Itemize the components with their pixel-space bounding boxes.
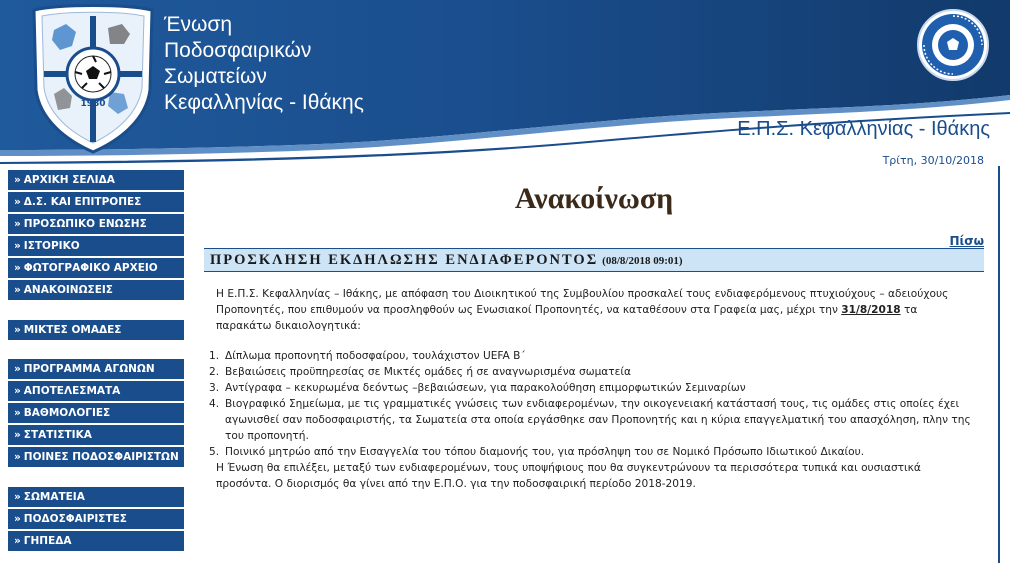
logo-year: 1980 [80, 99, 106, 109]
sidebar-item-label: ΜΙΚΤΕΣ ΟΜΑΔΕΣ [23, 324, 122, 336]
sidebar-item-label: ΙΣΤΟΡΙΚΟ [23, 240, 80, 252]
list-item-text: Δίπλωμα προπονητή ποδοσφαίρου, τουλάχιστον UEFA B΄ [225, 350, 526, 362]
org-title-line: Σωματείων [164, 65, 267, 88]
list-item-text: Ποινικό μητρώο από την Εισαγγελία του τόπου διαμονής του, για πρόσληψη του σε Νομικό Πρόσωπο Ιδιωτικού Δικαίου. [225, 446, 865, 458]
list-item-text: Αντίγραφα – κεκυρωμένα δεόντως –βεβαιώσεων, για παρακολούθηση επιμορφωτικών Σεμιναρίων [225, 382, 746, 394]
announcement-header [204, 248, 984, 272]
list-item [209, 396, 986, 444]
sidebar-item-announcements[interactable] [8, 280, 184, 300]
sidebar-item-label: ΣΩΜΑΤΕΙΑ [23, 491, 85, 503]
sidebar-item-results[interactable] [8, 381, 184, 401]
sidebar-item-label: ΒΑΘΜΟΛΟΓΙΕΣ [23, 407, 111, 419]
sidebar-item-label: ΑΠΟΤΕΛΕΣΜΑΤΑ [23, 385, 121, 397]
sidebar-item-label: ΦΩΤΟΓΡΑΦΙΚΟ ΑΡΧΕΙΟ [23, 262, 158, 274]
sidebar-item-penalties[interactable] [8, 447, 184, 467]
sidebar-item-staff[interactable] [8, 214, 184, 234]
sidebar-item-label: ΓΗΠΕΔΑ [23, 535, 72, 547]
arrow-icon: » [14, 363, 21, 375]
arrow-icon: » [14, 284, 21, 296]
arrow-icon: » [14, 535, 21, 547]
list-item [209, 348, 986, 364]
epo-logo[interactable] [916, 8, 990, 82]
sidebar-nav [8, 170, 184, 563]
union-logo[interactable] [30, 2, 156, 154]
arrow-icon: » [14, 451, 21, 463]
arrow-icon: » [14, 218, 21, 230]
sidebar-item-label: Δ.Σ. ΚΑΙ ΕΠΙΤΡΟΠΕΣ [23, 196, 142, 208]
sidebar-item-mixed-teams[interactable] [8, 320, 184, 340]
current-date: Τρίτη, 30/10/2018 [882, 154, 984, 166]
list-item-number: 5. [209, 446, 220, 458]
intro-text: Η Ε.Π.Σ. Κεφαλληνίας – Ιθάκης, με απόφαση του Διοικητικού της Συμβουλίου προσκαλεί τους ενδιαφερόμενους πτυχιούχους – αδειούχους Προπονητές, που επιθυμούν να προσληφθούν ως Ενωσιακοί Προπονητές, να καταθέσουν στα Γραφεία μας, μέχρι την [216, 288, 949, 316]
list-item [209, 364, 986, 380]
announcement-closing: Η Ένωση θα επιλέξει, μεταξύ των ενδιαφερομένων, τους υποψήφιους που θα συγκεντρώνουν τα περισσότερα τυπικά και ουσιαστικά προσόντα. Ο διορισμός θα γίνει από την Ε.Π.Ο. για την ποδοσφαιρική περίοδο 2018-2019. [216, 462, 921, 490]
arrow-icon: » [14, 196, 21, 208]
content-right-border [998, 166, 1000, 563]
sidebar-item-board[interactable] [8, 192, 184, 212]
org-title-line: Ποδοσφαιρικών [164, 39, 312, 62]
list-item-number: 4. [209, 398, 220, 410]
intro-text-end: τα παρακάτω δικαιολογητικά: [216, 304, 918, 332]
announcement-body [206, 286, 986, 492]
deadline-date: 31/8/2018 [841, 304, 901, 316]
arrow-icon: » [14, 240, 21, 252]
main-content [196, 166, 992, 563]
site-header [0, 0, 1010, 166]
sidebar-item-standings[interactable] [8, 403, 184, 423]
arrow-icon: » [14, 262, 21, 274]
sidebar-item-label: ΠΟΙΝΕΣ ΠΟΔΟΣΦΑΙΡΙΣΤΩΝ [23, 451, 179, 463]
announcement-title [210, 252, 683, 269]
org-title-line: Ένωση [164, 13, 233, 36]
list-item-text: Βεβαιώσεις προϋπηρεσίας σε Μικτές ομάδες ή σε αναγνωρισμένα σωματεία [225, 366, 631, 378]
sidebar-item-players[interactable] [8, 509, 184, 529]
sidebar-item-clubs[interactable] [8, 487, 184, 507]
arrow-icon: » [14, 407, 21, 419]
announcement-intro [206, 286, 986, 334]
org-title [164, 12, 364, 116]
sidebar-item-stadiums[interactable] [8, 531, 184, 551]
sidebar-item-label: ΑΡΧΙΚΗ ΣΕΛΙΔΑ [23, 174, 115, 186]
sidebar-item-statistics[interactable] [8, 425, 184, 445]
sidebar-item-home[interactable] [8, 170, 184, 190]
arrow-icon: » [14, 324, 21, 336]
sidebar-item-schedule[interactable] [8, 359, 184, 379]
sidebar-item-history[interactable] [8, 236, 184, 256]
list-item-number: 2. [209, 366, 220, 378]
list-item-text: Βιογραφικό Σημείωμα, με τις γραμματικές γνώσεις των ενδιαφερομένων, την οικογενειακή κατάστασή τους, τις ομάδες στις οποίες έχει αγωνισθεί σαν ποδοσφαιριστής, τα Σωματεία στα οποία εργάσθηκε σαν Προπονητής και η κύρια επαγγελματική του απασχόληση, πλην της του προπονητή. [225, 398, 971, 442]
sidebar-item-label: ΠΡΟΣΩΠΙΚΟ ΕΝΩΣΗΣ [23, 218, 147, 230]
list-item [209, 380, 986, 396]
page-title: Ανακοίνωση [514, 182, 674, 215]
org-title-line: Κεφαλληνίας - Ιθάκης [164, 91, 364, 114]
sidebar-item-label: ΣΤΑΤΙΣΤΙΚΑ [23, 429, 92, 441]
list-item-number: 3. [209, 382, 220, 394]
arrow-icon: » [14, 385, 21, 397]
back-link[interactable]: Πίσω [949, 234, 984, 248]
short-name: Ε.Π.Σ. Κεφαλληνίας - Ιθάκης [737, 118, 990, 140]
arrow-icon: » [14, 491, 21, 503]
announcement-title-text: ΠΡΟΣΚΛΗΣΗ ΕΚΔΗΛΩΣΗΣ ΕΝΔΙΑΦΕΡΟΝΤΟΣ [210, 252, 599, 268]
list-item [209, 444, 986, 460]
arrow-icon: » [14, 513, 21, 525]
sidebar-item-label: ΠΡΟΓΡΑΜΜΑ ΑΓΩΝΩΝ [23, 363, 155, 375]
sidebar-item-photos[interactable] [8, 258, 184, 278]
requirements-list [206, 348, 986, 460]
sidebar-item-label: ΠΟΔΟΣΦΑΙΡΙΣΤΕΣ [23, 513, 127, 525]
sidebar-item-label: ΑΝΑΚΟΙΝΩΣΕΙΣ [23, 284, 113, 296]
arrow-icon: » [14, 429, 21, 441]
announcement-date: (08/8/2018 09:01) [602, 255, 683, 267]
list-item-number: 1. [209, 350, 220, 362]
arrow-icon: » [14, 174, 21, 186]
